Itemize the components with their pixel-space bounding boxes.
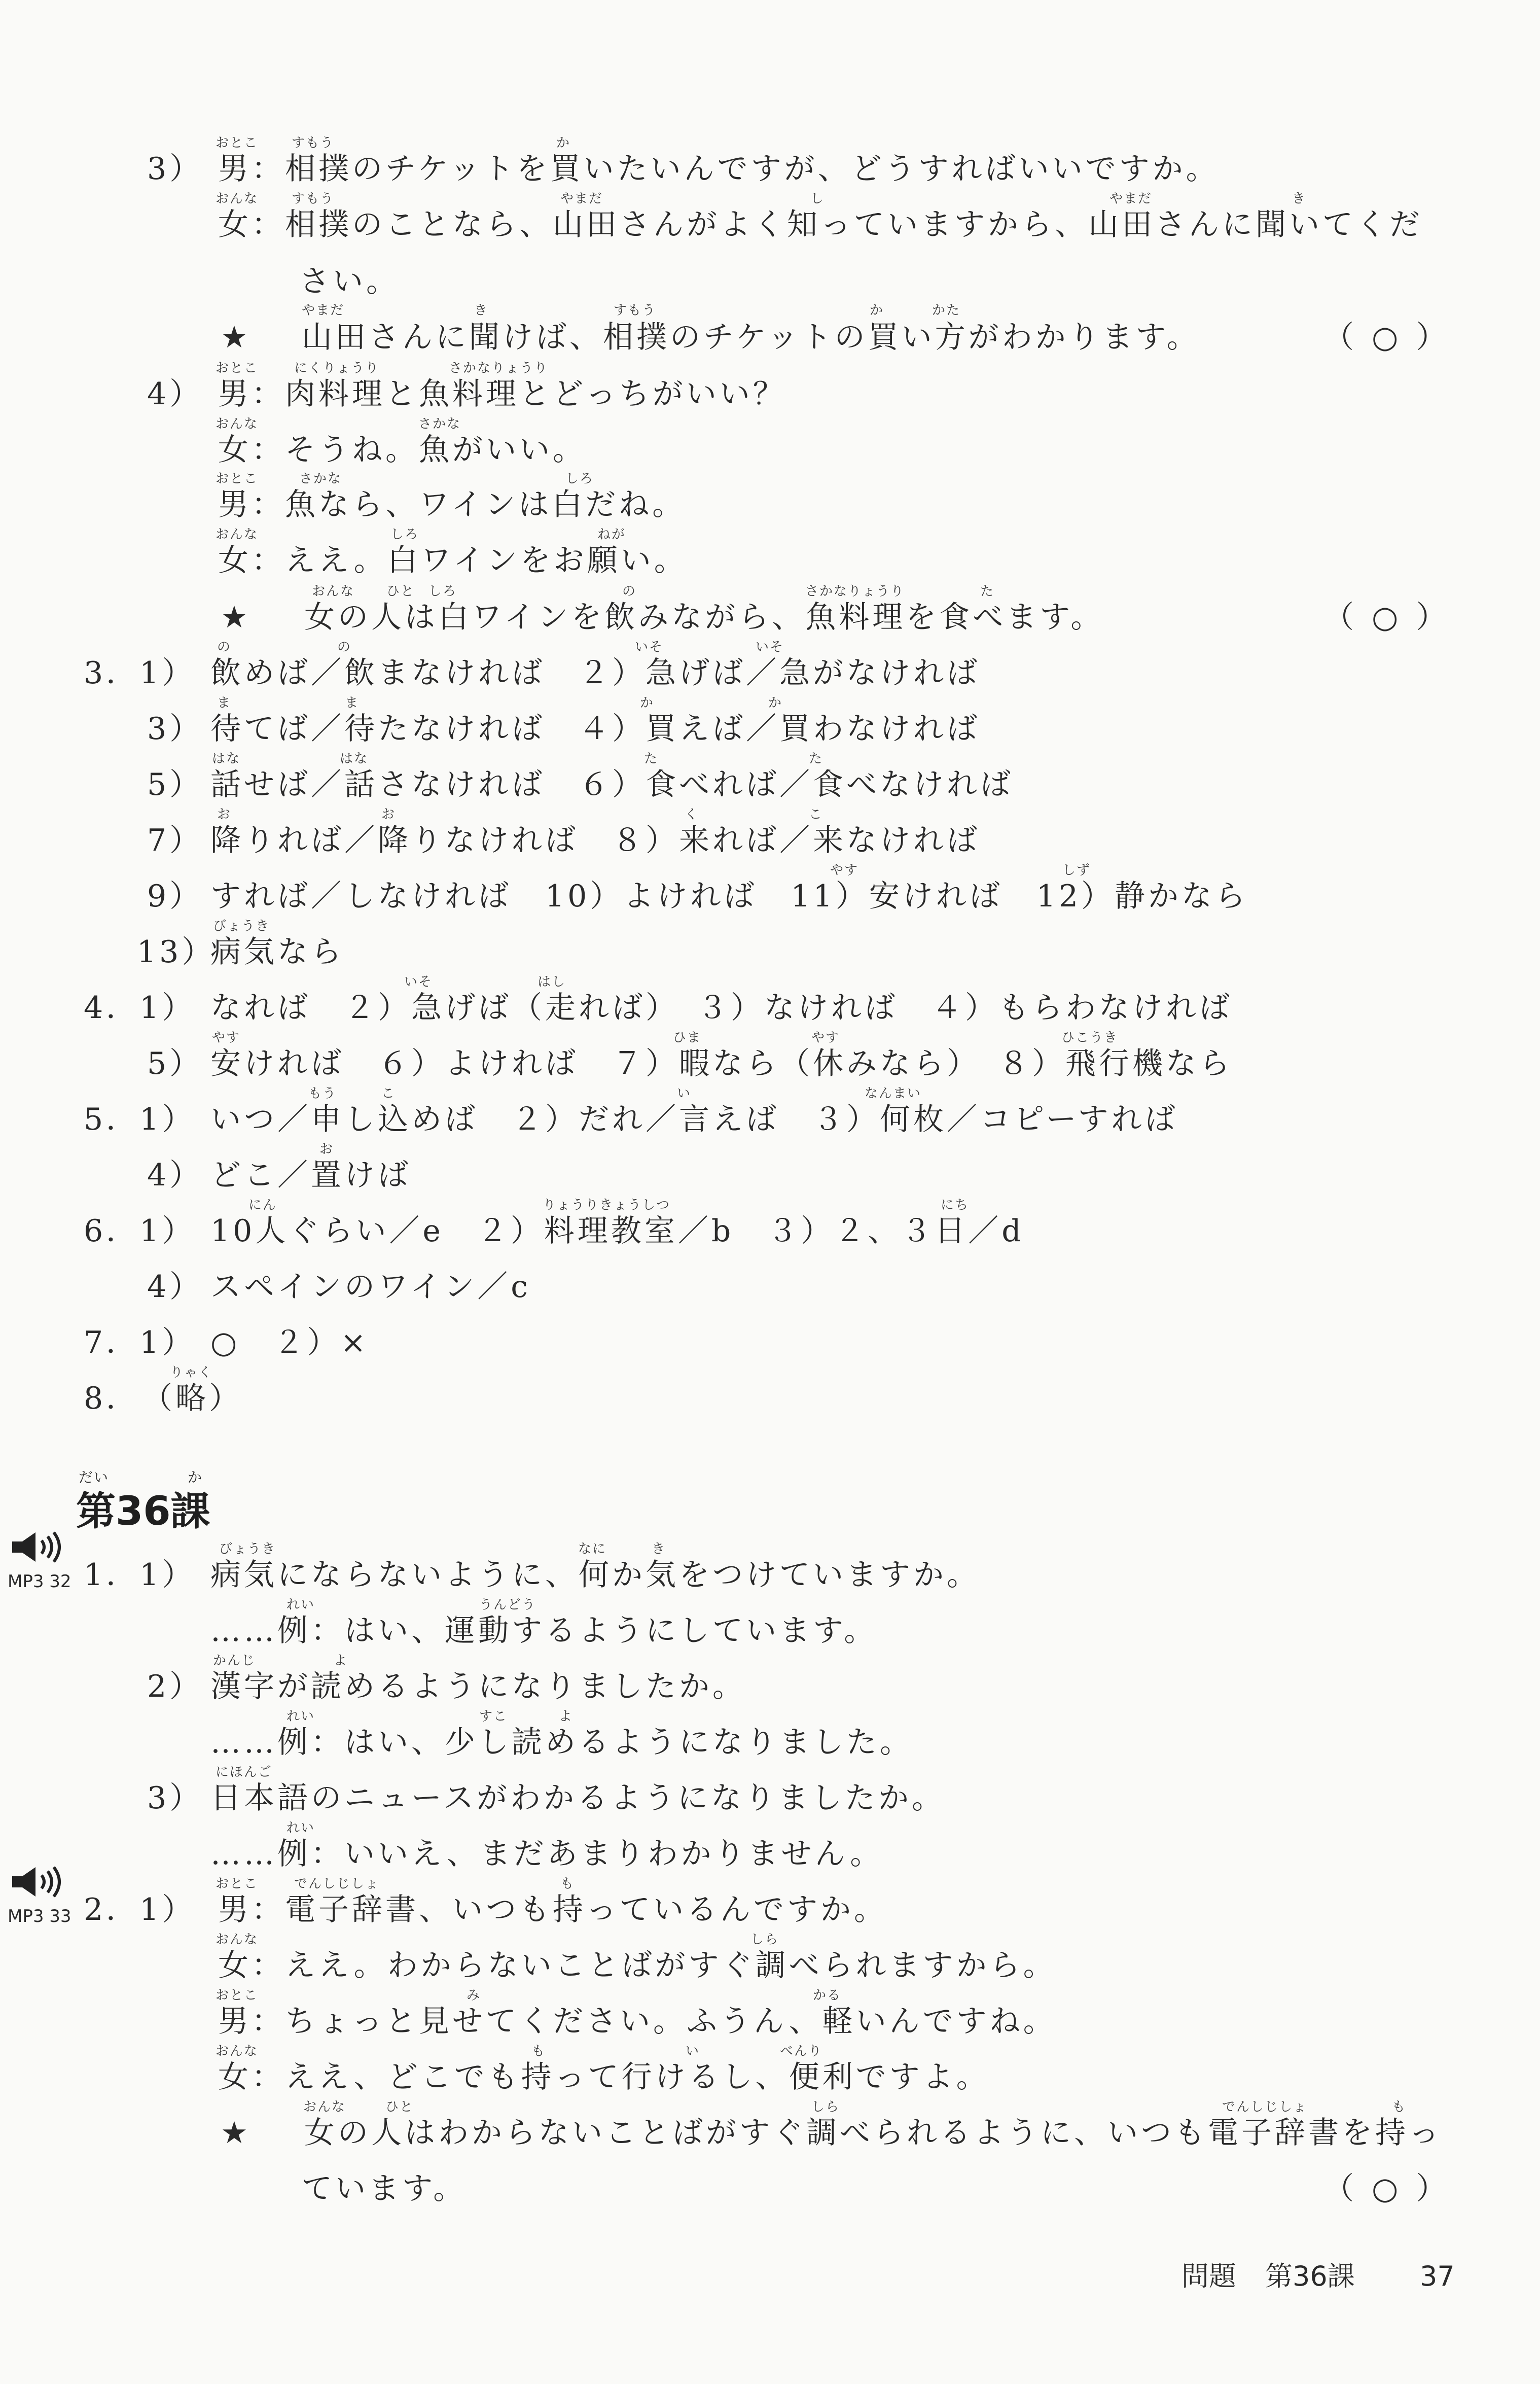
- ruby: おんな: [312, 584, 355, 599]
- ruby: おんな: [216, 416, 259, 432]
- answer-line: 女：ええ。わからないことばがすぐ調べられますから。: [218, 1948, 1057, 1983]
- ruby: べんり: [780, 2044, 823, 2059]
- ruby: しず: [1062, 863, 1091, 878]
- answer-line: 日本語のニュースがわかるようになりましたか。: [210, 1780, 945, 1816]
- answer-line: （略）: [142, 1381, 242, 1416]
- ruby: ま: [217, 695, 232, 711]
- ruby: い: [677, 1086, 692, 1101]
- ruby: ひこうき: [1061, 1030, 1119, 1045]
- answer-line: 10人ぐらい／e ２）料理教室／b ３）２、３日／d: [210, 1213, 1024, 1249]
- answer-line: 男：ちょっと見せてください。ふうん、軽いんですね。: [218, 2004, 1057, 2039]
- item-number: 1．1）: [84, 1557, 196, 1593]
- answer-line: ○ ２）×: [210, 1325, 369, 1360]
- ruby: びょうき: [219, 1541, 276, 1557]
- ruby: すもう: [292, 135, 335, 151]
- item-number: 7）: [147, 823, 203, 858]
- item-number: 6．1）: [84, 1213, 196, 1249]
- ruby: もう: [308, 1086, 337, 1101]
- ruby: りゃく: [170, 1365, 213, 1380]
- ruby: ひま: [673, 1030, 702, 1045]
- ruby: た: [644, 751, 659, 766]
- item-number: 4）: [147, 1158, 203, 1193]
- answer-line: 病気なら: [210, 934, 344, 970]
- lesson-ruby-ka: か: [188, 1469, 203, 1486]
- ruby: か: [768, 695, 783, 711]
- ruby: しろ: [390, 527, 419, 542]
- speaker-icon[interactable]: [10, 1864, 66, 1900]
- ruby: お: [319, 1142, 334, 1157]
- audio-track-label: MP3 33: [8, 1906, 71, 1926]
- ruby: でんしじしょ: [294, 1876, 380, 1891]
- item-number: 8．: [84, 1381, 140, 1416]
- ruby: かんじ: [213, 1653, 256, 1668]
- correct-mark: （ ○ ）: [1323, 2171, 1451, 2206]
- ruby: た: [980, 584, 995, 599]
- answer-line: 漢字が読めるようになりましたか。: [210, 1669, 746, 1704]
- ruby: かた: [932, 303, 961, 318]
- ruby: しら: [750, 1932, 779, 1947]
- ruby: すこ: [479, 1709, 508, 1724]
- answer-line: 女：ええ。白ワインをお願い。: [218, 543, 688, 578]
- ruby: しら: [811, 2099, 840, 2115]
- answer-line: 安ければ ６）よければ ７）暇なら（休みなら） ８）飛行機なら: [210, 1046, 1233, 1081]
- answer-line: 待てば／待たなければ ４）買えば／買わなければ: [210, 711, 980, 747]
- ruby: さかなりょうり: [449, 361, 549, 376]
- ruby: かる: [813, 1988, 842, 2003]
- lesson-title: 第36課: [76, 1489, 210, 1534]
- ruby: しろ: [428, 584, 457, 599]
- footer-section: 問題: [1181, 2260, 1236, 2292]
- item-number: 7．1）: [84, 1325, 196, 1360]
- ruby: はし: [538, 974, 566, 990]
- ruby: み: [467, 1988, 481, 2003]
- ruby: れい: [286, 1597, 315, 1612]
- ruby: か: [870, 303, 884, 318]
- ruby: も: [1392, 2099, 1407, 2115]
- ruby: の: [217, 640, 232, 655]
- ruby: ひと: [386, 584, 415, 599]
- ruby: にち: [941, 1198, 970, 1213]
- correct-mark: （ ○ ）: [1323, 320, 1451, 355]
- ruby: いそ: [756, 640, 784, 655]
- ruby: こ: [381, 1086, 396, 1101]
- answer-line: 男：電子辞書、いつも持っているんですか。: [218, 1892, 887, 1927]
- item-number: 9）: [147, 879, 203, 914]
- item-number: 13）: [137, 934, 216, 970]
- answer-line: 話せば／話さなければ ６）食べれば／食べなければ: [210, 767, 1014, 802]
- ruby: やす: [830, 863, 859, 878]
- star-icon: ★: [221, 600, 252, 635]
- answer-line: ……例：はい、少し読めるようになりました。: [210, 1725, 913, 1760]
- correct-mark: （ ○ ）: [1323, 600, 1451, 635]
- ruby: の: [622, 584, 637, 599]
- ruby: き: [474, 303, 489, 318]
- ruby: よ: [334, 1653, 348, 1668]
- answer-line: ています。: [302, 2171, 467, 2206]
- ruby: い: [686, 2044, 700, 2059]
- item-number: 5）: [147, 1046, 203, 1081]
- ruby: か: [640, 695, 655, 711]
- answer-line: ……例：いいえ、まだあまりわかりません。: [210, 1836, 884, 1872]
- ruby: さかな: [299, 471, 342, 486]
- audio-track-label: MP3 32: [8, 1571, 71, 1592]
- answer-line: どこ／置けば: [210, 1158, 411, 1193]
- answer-line: スペインのワイン／c: [210, 1269, 531, 1305]
- ruby: りょうりきょうしつ: [543, 1198, 671, 1213]
- ruby: ひと: [385, 2099, 414, 2115]
- ruby: うんどう: [479, 1597, 536, 1612]
- answer-line: 病気にならないように、何か気をつけていますか。: [210, 1557, 980, 1593]
- answer-line: さい。: [299, 264, 400, 299]
- answer-line: いつ／申し込めば ２）だれ／言えば ３）何枚／コピーすれば: [210, 1102, 1178, 1137]
- item-number: 4．1）: [84, 990, 196, 1026]
- answer-line: すれば／しなければ 10）よければ 11）安ければ 12）静かなら: [210, 879, 1249, 914]
- ruby: やす: [811, 1030, 840, 1045]
- answer-line: 女：相撲のことなら、山田さんがよく知っていますから、山田さんに聞いてくだ: [218, 207, 1423, 242]
- ruby: やまだ: [302, 303, 345, 318]
- ruby: か: [556, 135, 571, 151]
- ruby: おんな: [216, 191, 259, 206]
- ruby: しろ: [565, 471, 594, 486]
- ruby: おとこ: [216, 1988, 259, 2003]
- item-number: 3）: [147, 1780, 203, 1816]
- ruby: やまだ: [560, 191, 603, 206]
- ruby: でんしじしょ: [1222, 2099, 1308, 2115]
- ruby: れい: [286, 1709, 315, 1724]
- ruby: やまだ: [1109, 191, 1153, 206]
- ruby: く: [685, 807, 699, 822]
- ruby: やす: [212, 1030, 241, 1045]
- ruby: すもう: [614, 303, 657, 318]
- answer-line: ……例：はい、運動するようにしています。: [210, 1613, 878, 1649]
- footer-lesson: 第36課: [1265, 2260, 1355, 2292]
- ruby: お: [217, 807, 232, 822]
- item-number: 2．1）: [84, 1892, 196, 1927]
- answer-line: なれば ２）急げば（走れば） ３）なければ ４）もらわなければ: [210, 990, 1233, 1026]
- ruby: ねが: [597, 527, 626, 542]
- ruby: れい: [286, 1820, 315, 1836]
- answer-line: 女の人はわからないことばがすぐ調べられるように、いつも電子辞書を持っ: [304, 2115, 1442, 2151]
- ruby: おんな: [216, 1932, 259, 1947]
- ruby: き: [652, 1541, 666, 1557]
- answer-line: 男：相撲のチケットを買いたいんですが、どうすればいいですか。: [218, 151, 1220, 187]
- ruby: にくりょうり: [294, 361, 380, 376]
- answer-line: 女の人は白ワインを飲みながら、魚料理を食べます。: [304, 600, 1104, 635]
- ruby: はな: [212, 751, 241, 766]
- item-number: 2）: [147, 1669, 203, 1704]
- answer-line: 山田さんに聞けば、相撲のチケットの買い方がわかります。: [302, 320, 1200, 355]
- ruby: さかなりょうり: [805, 584, 905, 599]
- ruby: も: [531, 2044, 546, 2059]
- ruby: ま: [345, 695, 360, 711]
- star-icon: ★: [221, 2115, 252, 2151]
- ruby: おんな: [303, 2099, 346, 2115]
- answer-line: 女：ええ、どこでも持って行けるし、便利ですよ。: [218, 2059, 990, 2095]
- ruby: おとこ: [216, 471, 259, 486]
- ruby: こ: [809, 807, 823, 822]
- ruby: いそ: [635, 640, 664, 655]
- ruby: おとこ: [216, 1876, 259, 1891]
- ruby: の: [337, 640, 352, 655]
- ruby: おとこ: [216, 361, 259, 376]
- ruby: にほんご: [216, 1765, 273, 1780]
- ruby: びょうき: [213, 919, 270, 934]
- item-number: 4）: [147, 376, 203, 412]
- ruby: いそ: [404, 974, 433, 990]
- answer-line: 男：魚なら、ワインは白だね。: [218, 487, 686, 522]
- ruby: すもう: [292, 191, 335, 206]
- ruby: し: [810, 191, 825, 206]
- item-number: 3）: [147, 711, 203, 747]
- star-icon: ★: [221, 320, 252, 355]
- ruby: も: [560, 1876, 575, 1891]
- answer-line: 男：肉料理と魚料理とどっちがいい？: [218, 376, 786, 412]
- ruby: にん: [248, 1198, 277, 1213]
- ruby: き: [1292, 191, 1307, 206]
- ruby: なに: [578, 1541, 607, 1557]
- ruby: よ: [559, 1709, 574, 1724]
- lesson-ruby-dai: だい: [79, 1469, 110, 1486]
- ruby: おとこ: [216, 135, 259, 151]
- ruby: さかな: [418, 416, 461, 432]
- answer-line: 女：そうね。魚がいい。: [218, 432, 586, 468]
- ruby: た: [809, 751, 823, 766]
- ruby: はな: [340, 751, 369, 766]
- item-number: 3．1）: [84, 655, 196, 691]
- ruby: おんな: [216, 527, 259, 542]
- item-number: 5．1）: [84, 1102, 196, 1137]
- item-number: 4）: [147, 1269, 203, 1305]
- item-number: 3）: [147, 151, 203, 187]
- ruby: お: [381, 807, 396, 822]
- answer-line: 飲めば／飲まなければ ２）急げば／急がなければ: [210, 655, 980, 691]
- ruby: なんまい: [865, 1086, 922, 1101]
- ruby: おんな: [216, 2044, 259, 2059]
- answer-line: 降りれば／降りなければ ８）来れば／来なければ: [210, 823, 980, 858]
- item-number: 5）: [147, 767, 203, 802]
- speaker-icon[interactable]: [10, 1529, 66, 1565]
- page-number: 37: [1420, 2260, 1455, 2292]
